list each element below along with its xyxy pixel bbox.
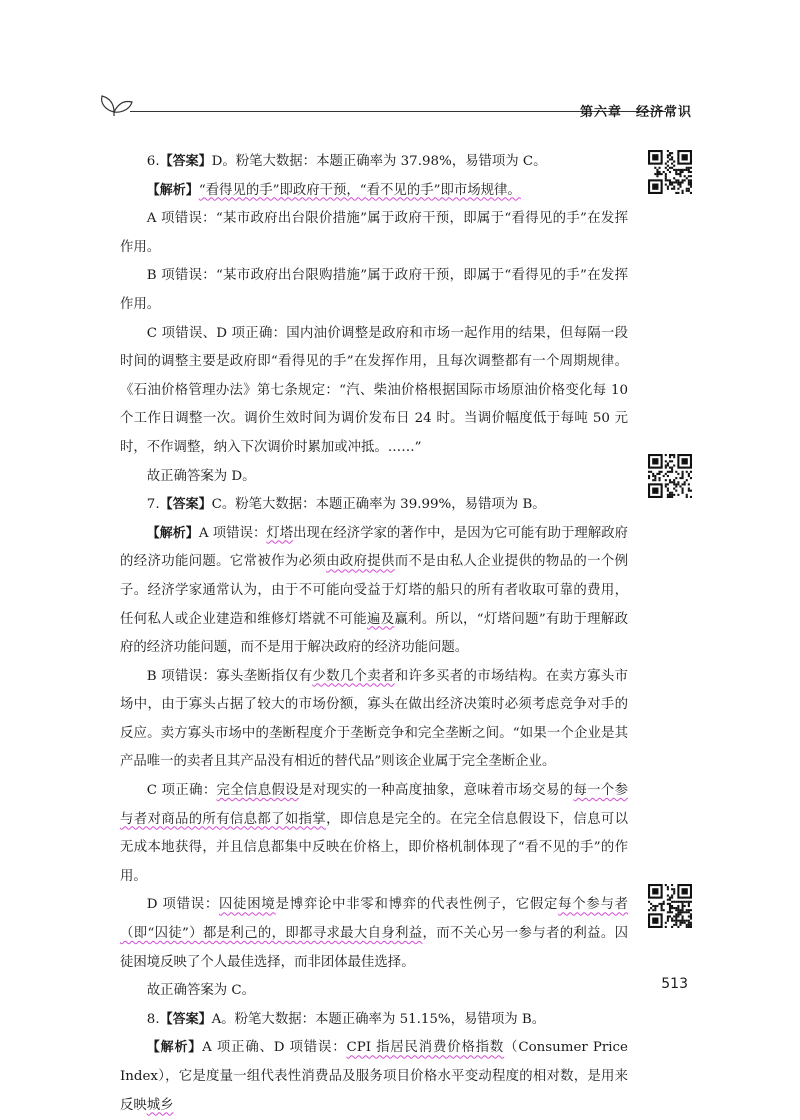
page-body bbox=[120, 148, 628, 1120]
q7-option-c: C 项正确：完全信息假设是对现实的一种高度抽象，意味着市场交易的每一个参与者对商品的所有信息都了如指掌，即信息是完全的。在完全信息假设下，信息可以无成本地获得，并且信息都集中反映在价格上，即价格机制体现了“看不见的手”的作用。 bbox=[120, 783, 629, 884]
q7-conclusion: 故正确答案为 C。 bbox=[146, 983, 256, 999]
leaf-sprout-icon bbox=[96, 92, 136, 116]
qr-code-icon[interactable] bbox=[648, 150, 692, 194]
chapter-name: 经济常识 bbox=[635, 105, 692, 120]
q8-answer: 8.【答案】A。粉笔大数据：本题正确率为 51.15%，易错项为 B。 bbox=[146, 1011, 546, 1027]
q8-analysis: 【解析】A 项正确、D 项错误：CPI 指居民消费价格指数（Consumer Price Index），它是度量一组代表性消费品及服务项目价格水平变动程度的相对数，是用来反映城乡 bbox=[120, 1040, 628, 1113]
q6-analysis: 【解析】“看得见的手”即政府干预，“看不见的手”即市场规律。 bbox=[146, 182, 521, 198]
q7-option-d: D 项错误：囚徒困境是博弈论中非零和博弈的代表性例子，它假定每个参与者（即“囚徒”）都是利己的，即都寻求最大自身利益，而不关心另一参与者的利益。囚徒困境反映了个人最佳选择，而非团体最佳选择。 bbox=[120, 897, 629, 970]
chapter-title bbox=[580, 101, 692, 120]
qr-code-icon[interactable] bbox=[648, 454, 692, 498]
q6-option-cd: C 项错误、D 项正确：国内油价调整是政府和市场一起作用的结果，但每隔一段时间的调整主要是政府即“看得见的手”在发挥作用，且每次调整都有一个周期规律。《石油价格管理办法》第七条规定：“汽、柴油价格根据国际市场原油价格变化每 10 个工作日调整一次。调价生效时间为调价发布日 24 时。当调价幅度低于每吨 50 元时，不作调整，纳入下次调价时累加或冲抵。……” bbox=[120, 325, 628, 455]
qr-code-icon[interactable] bbox=[648, 884, 692, 928]
chapter-label: 第六章 bbox=[579, 105, 622, 120]
page-number: 513 bbox=[661, 976, 688, 992]
q6-option-a: A 项错误：“某市政府出台限价措施”属于政府干预，即属于“看得见的手”在发挥作用。 bbox=[120, 211, 628, 255]
q6-option-b: B 项错误：“某市政府出台限购措施”属于政府干预，即属于“看得见的手”在发挥作用。 bbox=[120, 268, 628, 312]
q7-option-b: B 项错误：寡头垄断指仅有少数几个卖者和许多买者的市场结构。在卖方寡头市场中，由于寡头占据了较大的市场份额，寡头在做出经济决策时必须考虑竞争对手的反应。卖方寡头市场中的垄断程度介于垄断竞争和完全垄断之间。“如果一个企业是其产品唯一的卖者且其产品没有相近的替代品”则该企业属于完全垄断企业。 bbox=[120, 668, 628, 770]
q6-answer: 6.【答案】D。粉笔大数据：本题正确率为 37.98%，易错项为 C。 bbox=[146, 154, 547, 169]
q6-conclusion: 故正确答案为 D。 bbox=[146, 468, 256, 484]
running-header bbox=[96, 92, 700, 128]
q7-option-a: 【解析】A 项错误：灯塔出现在经济学家的著作中，是因为它可能有助于理解政府的经济功能问题。它常被作为必须由政府提供而不是由私人企业提供的物品的一个例子。经济学家通常认为，由于不可能向受益于灯塔的船只的所有者收取可靠的费用，任何私人或企业建造和维修灯塔就不可能遍及赢利。所以，“灯塔问题”有助于理解政府的经济功能问题，而不是用于解决政府的经济功能问题。 bbox=[120, 525, 629, 656]
q7-answer: 7.【答案】C。粉笔大数据：本题正确率为 39.99%，易错项为 B。 bbox=[146, 497, 546, 513]
